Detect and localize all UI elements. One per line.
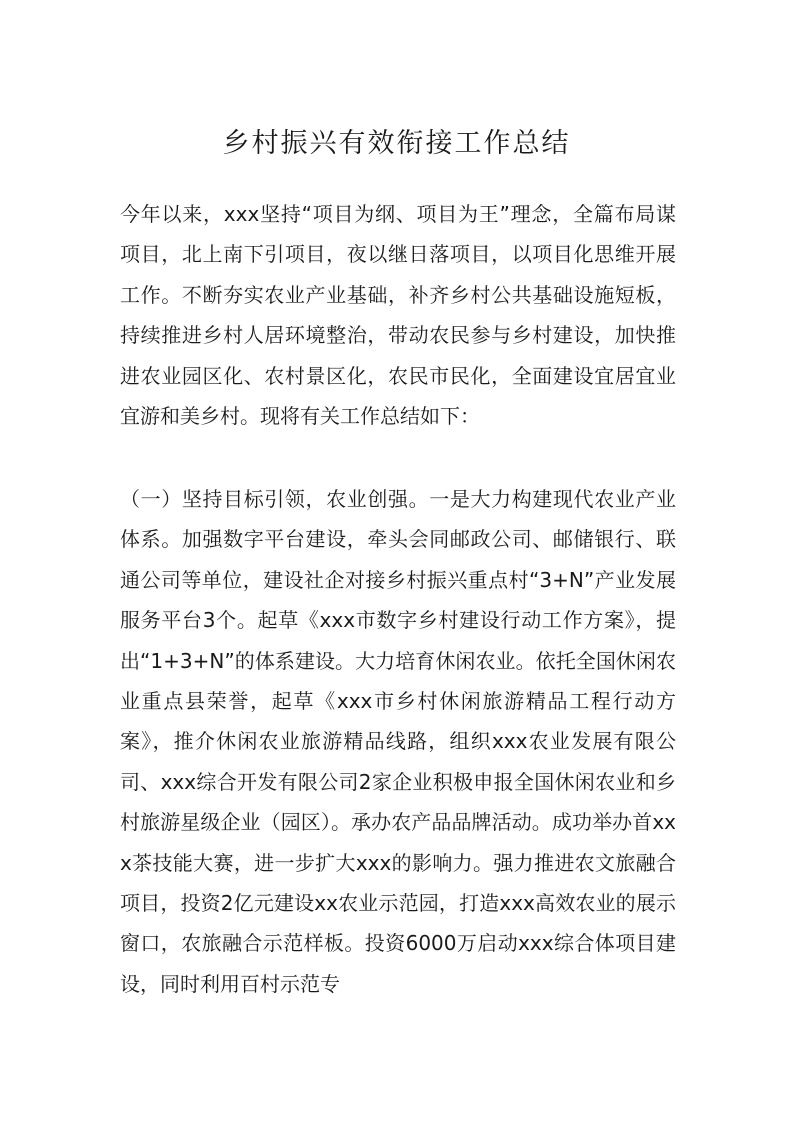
document-title: 乡村振兴有效衔接工作总结 — [222, 128, 571, 159]
intro-paragraph: 今年以来，xxx坚持“项目为纲、项目为王”理念，全篇布局谋项目，北上南下引项目，夜以继日落项目，以项目化思维开展工作。不断夯实农业产业基础，补齐乡村公共基础设施短板，持续推进乡村人居环境整治，带动农民参与乡村建设，加快推进农业园区化、农村景区化，农民市民化，全面建设宜居宜业宜游和美乡村。现将有关工作总结如下： — [120, 202, 676, 429]
section-one-paragraph: （一）坚持目标引领，农业创强。一是大力构建现代农业产业体系。加强数字平台建设，牵头会同邮政公司、邮储银行、联通公司等单位，建设社企对接乡村振兴重点村“3+N”产业发展服务平台3个。起草《xxx市数字乡村建设行动工作方案》，提出“1+3+N”的体系建设。大力培育休闲农业。依托全国休闲农业重点县荣誉，起草《xxx市乡村休闲旅游精品工程行动方案》，推介休闲农业旅游精品线路，组织xxx农业发展有限公司、xxx综合开发有限公司2家企业积极申报全国休闲农业和乡村旅游星级企业（园区）。承办农产品品牌活动。成功举办首xxx茶技能大赛，进一步扩大xxx的影响力。强力推进农文旅融合项目，投资2亿元建设xx农业示范园，打造xxx高效农业的展示窗口，农旅融合示范样板。投资6000万启动xxx综合体项目建设，同时利用百村示范专 — [120, 487, 676, 996]
